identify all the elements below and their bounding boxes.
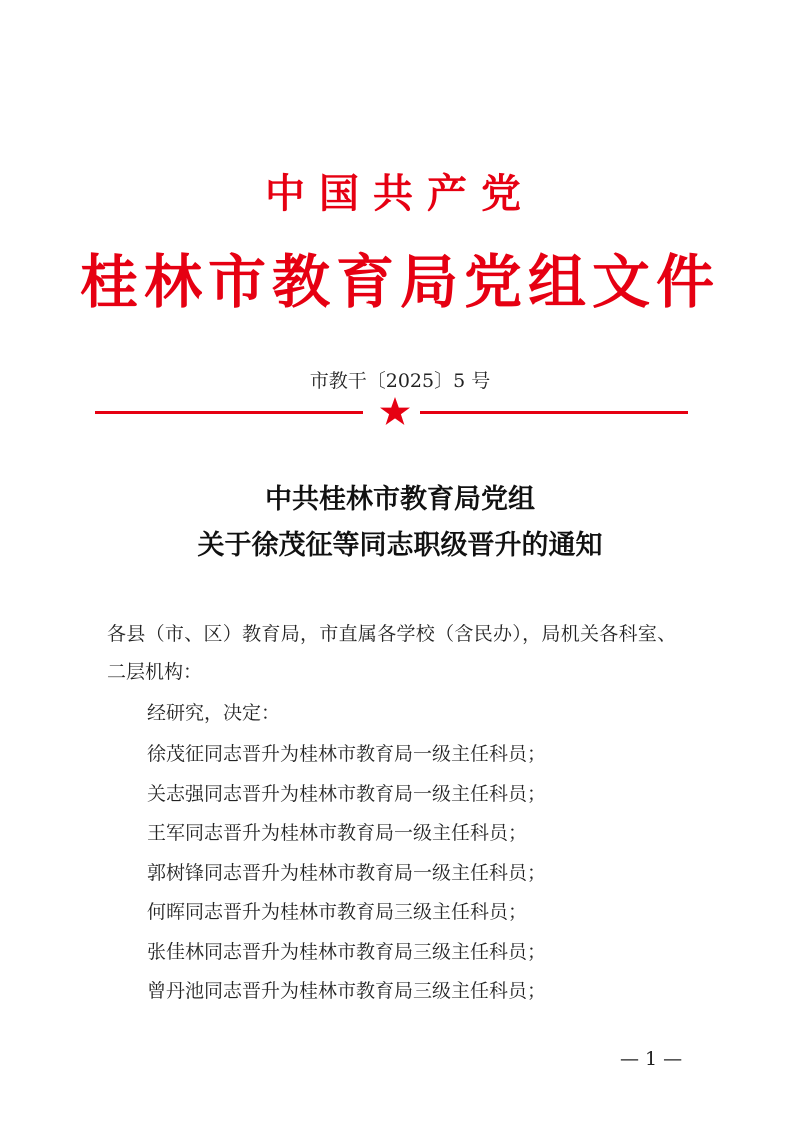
red-divider-right	[420, 411, 688, 414]
promotion-item: 关志强同志晋升为桂林市教育局一级主任科员；	[147, 783, 547, 805]
promotion-item: 曾丹池同志晋升为桂林市教育局三级主任科员；	[147, 980, 547, 1002]
promotion-item: 何晖同志晋升为桂林市教育局三级主任科员；	[147, 901, 528, 923]
notice-title-line-1: 中共桂林市教育局党组	[265, 484, 535, 515]
red-divider-left	[95, 411, 363, 414]
header-party-name: 中国共产党	[265, 171, 535, 217]
page-number: — 1 —	[620, 1048, 683, 1070]
promotion-item: 王军同志晋升为桂林市教育局一级主任科员；	[147, 822, 528, 844]
addressee-line-1: 各县（市、区）教育局，市直属各学校（含民办），局机关各科室、	[107, 623, 677, 645]
promotion-item: 徐茂征同志晋升为桂林市教育局一级主任科员；	[147, 743, 547, 765]
decision-intro: 经研究，决定：	[147, 702, 281, 724]
notice-title-line-2: 关于徐茂征等同志职级晋升的通知	[197, 530, 603, 561]
document-number: 市教干〔2025〕5 号	[309, 370, 491, 392]
header-issuer-title: 桂林市教育局党组文件	[79, 248, 720, 316]
star-icon	[379, 396, 411, 428]
addressee-line-2: 二层机构：	[107, 661, 203, 683]
promotion-item: 张佳林同志晋升为桂林市教育局三级主任科员；	[147, 941, 547, 963]
promotion-item: 郭树锋同志晋升为桂林市教育局一级主任科员；	[147, 862, 547, 884]
